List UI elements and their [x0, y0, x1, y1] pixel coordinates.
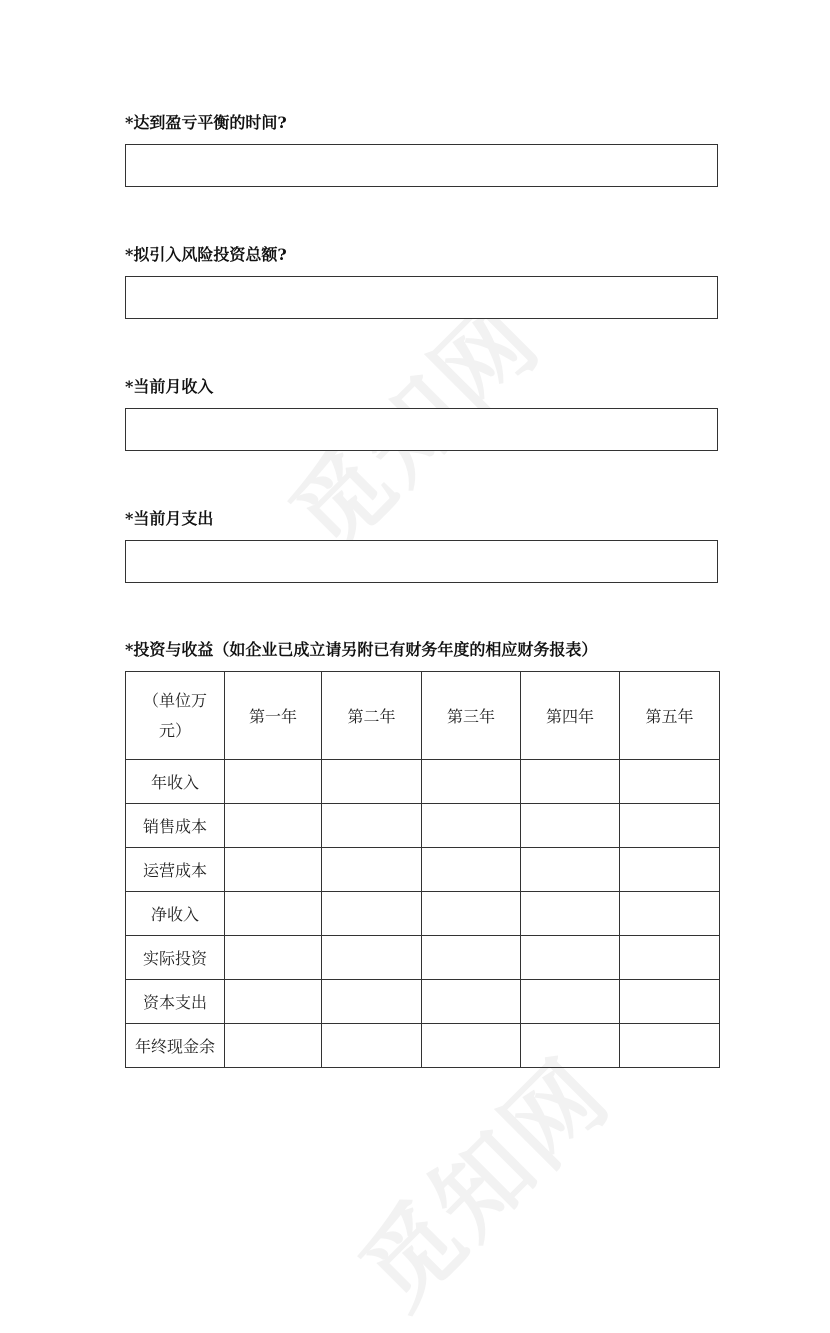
- table-cell[interactable]: [620, 892, 720, 936]
- year-5-header: 第五年: [620, 672, 720, 760]
- table-cell[interactable]: [225, 804, 322, 848]
- venture-investment-field[interactable]: [125, 276, 718, 319]
- table-cell[interactable]: [521, 892, 620, 936]
- breakeven-time-field[interactable]: [125, 144, 718, 187]
- table-cell[interactable]: [521, 804, 620, 848]
- monthly-expense-label: *当前月支出: [125, 509, 214, 528]
- table-cell[interactable]: [620, 980, 720, 1024]
- table-cell[interactable]: [422, 980, 521, 1024]
- watermark: 觅知网: [339, 1038, 631, 1330]
- monthly-expense-field[interactable]: [125, 540, 718, 583]
- table-header-row: [126, 672, 720, 760]
- table-cell[interactable]: [225, 936, 322, 980]
- table-cell[interactable]: [521, 980, 620, 1024]
- table-cell[interactable]: [422, 760, 521, 804]
- table-cell[interactable]: [620, 1024, 720, 1068]
- year-3-header: 第三年: [422, 672, 521, 760]
- table-row: [126, 980, 720, 1024]
- row-label: 年终现金余: [126, 1024, 225, 1068]
- table-cell[interactable]: [521, 1024, 620, 1068]
- table-cell[interactable]: [322, 804, 422, 848]
- table-cell[interactable]: [620, 848, 720, 892]
- table-cell[interactable]: [521, 936, 620, 980]
- table-cell[interactable]: [225, 848, 322, 892]
- table-row: [126, 892, 720, 936]
- table-cell[interactable]: [322, 848, 422, 892]
- row-label: 年收入: [126, 760, 225, 804]
- table-cell[interactable]: [422, 892, 521, 936]
- row-label: 运营成本: [126, 848, 225, 892]
- table-cell[interactable]: [422, 1024, 521, 1068]
- table-cell[interactable]: [225, 760, 322, 804]
- table-cell[interactable]: [620, 936, 720, 980]
- table-cell[interactable]: [322, 936, 422, 980]
- monthly-income-label: *当前月收入: [125, 377, 214, 396]
- table-row: [126, 936, 720, 980]
- table-row: [126, 1024, 720, 1068]
- table-cell[interactable]: [620, 760, 720, 804]
- row-label: 净收入: [126, 892, 225, 936]
- table-cell[interactable]: [521, 848, 620, 892]
- table-cell[interactable]: [225, 980, 322, 1024]
- table-cell[interactable]: [225, 892, 322, 936]
- watermark: 觅知网: [269, 283, 561, 575]
- year-4-header: 第四年: [521, 672, 620, 760]
- table-cell[interactable]: [620, 804, 720, 848]
- row-label: 资本支出: [126, 980, 225, 1024]
- row-label: 销售成本: [126, 804, 225, 848]
- year-2-header: 第二年: [322, 672, 422, 760]
- table-cell[interactable]: [322, 892, 422, 936]
- table-cell[interactable]: [322, 980, 422, 1024]
- monthly-income-field[interactable]: [125, 408, 718, 451]
- investment-table: [125, 671, 720, 1068]
- unit-header: （单位万元）: [126, 672, 225, 760]
- table-cell[interactable]: [322, 1024, 422, 1068]
- table-row: [126, 848, 720, 892]
- table-row: [126, 760, 720, 804]
- breakeven-time-label: *达到盈亏平衡的时间?: [125, 113, 287, 132]
- table-cell[interactable]: [521, 760, 620, 804]
- table-row: [126, 804, 720, 848]
- row-label: 实际投资: [126, 936, 225, 980]
- table-cell[interactable]: [422, 848, 521, 892]
- investment-return-label: *投资与收益（如企业已成立请另附已有财务年度的相应财务报表）: [125, 640, 598, 659]
- table-cell[interactable]: [322, 760, 422, 804]
- venture-investment-label: *拟引入风险投资总额?: [125, 245, 287, 264]
- table-cell[interactable]: [422, 936, 521, 980]
- table-cell[interactable]: [422, 804, 521, 848]
- year-1-header: 第一年: [225, 672, 322, 760]
- table-cell[interactable]: [225, 1024, 322, 1068]
